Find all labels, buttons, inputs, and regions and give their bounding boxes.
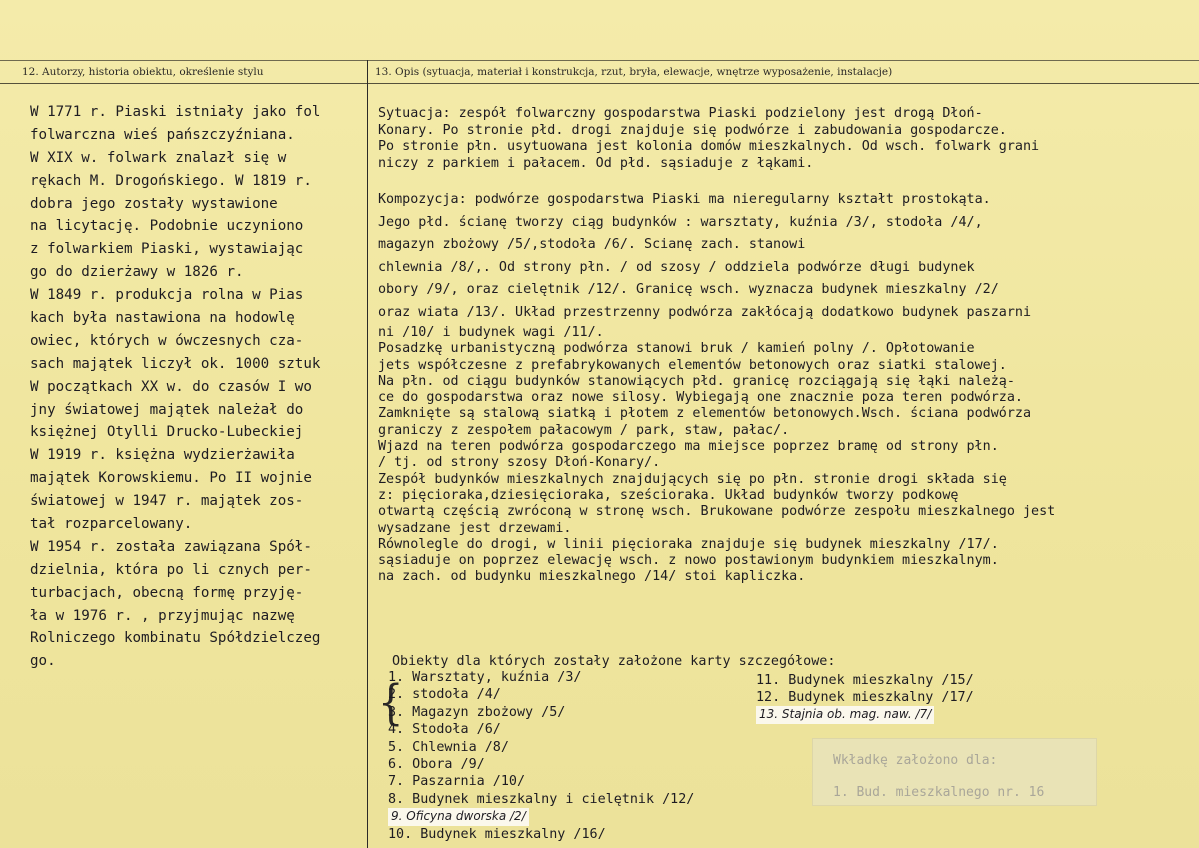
object-item: 7. Paszarnia /10/ [388, 774, 526, 790]
object-item: 5. Chlewnia /8/ [388, 739, 509, 755]
history-line: W 1919 r. księżna wydzierżawiła [30, 447, 295, 464]
history-line: turbacjach, obecną formę przyję- [30, 584, 304, 601]
history-line: owiec, których w ówczesnych cza- [30, 332, 304, 349]
objects-title: Obiekty dla których zostały założone karty szczegółowe: [392, 654, 836, 669]
description-line: graniczy z zespołem pałacowym / park, staw, pałac/. [378, 422, 790, 438]
history-line: dobra jego zostały wystawione [30, 195, 278, 212]
stamp-line-1: Wkładkę założono dla: [833, 753, 998, 768]
description-line: ni /10/ i budynek wagi /11/. [378, 325, 604, 340]
history-line: na licytację. Podobnie uczyniono [30, 218, 304, 235]
description-line: Kompozycja: podwórze gospodarstwa Piaski ma nieregularny kształt prostokąta. [378, 192, 991, 207]
object-item: 9. Oficyna dworska /2/ [388, 808, 529, 825]
top-rule [0, 60, 1199, 61]
description-line: jets współczesne z prefabrykowanych elementów betonowych oraz siatki stalowej. [378, 357, 1007, 373]
object-item: 10. Budynek mieszkalny /16/ [388, 826, 606, 842]
history-line: sach majątek liczył ok. 1000 sztuk [30, 355, 321, 372]
object-item: 4. Stodoła /6/ [388, 722, 501, 738]
description-line: Konary. Po stronie płd. drogi znajduje się podwórze i zabudowania gospodarcze. [378, 122, 1007, 138]
history-line: W początkach XX w. do czasów I wo [30, 378, 312, 395]
history-line: W 1954 r. została zawiązana Spół- [30, 538, 312, 555]
description-line: Wjazd na teren podwórza gospodarczego ma miejsce poprzez bramę od strony płn. [378, 439, 999, 455]
description-line: niczy z parkiem i pałacem. Od płd. sąsiaduje z łąkami. [378, 155, 814, 171]
object-item: 11. Budynek mieszkalny /15/ [756, 673, 974, 688]
history-line: Rolniczego kombinatu Spółdzielczeg [30, 630, 321, 647]
history-line: folwarczna wieś pańszczyźniana. [30, 126, 295, 143]
history-line: tał rozparcelowany. [30, 516, 193, 533]
description-situation [378, 106, 1190, 172]
header-rule [0, 83, 1199, 84]
description-line: obory /9/, oraz cielętnik /12/. Granicę wsch. wyznacza budynek mieszkalny /2/ [378, 282, 999, 298]
description-line: wysadzane jest drzewami. [378, 520, 572, 536]
object-item: 3. Magazyn zbożowy /5/ [388, 704, 566, 720]
history-line: majątek Korowskiemu. Po II wojnie [30, 470, 312, 487]
description-details [378, 325, 1190, 586]
description-line: magazyn zbożowy /5/,stodoła /6/. Scianę zach. stanowi [378, 237, 806, 253]
history-line: księżnej Otylli Drucko-Lubeckiej [30, 424, 304, 441]
object-item: 8. Budynek mieszkalny i cielętnik /12/ [388, 791, 695, 807]
description-line: na zach. od budynku mieszkalnego /14/ stoi kapliczka. [378, 569, 806, 585]
description-line: Zespół budynków mieszkalnych znajdujących się po płn. stronie drogi składa się [378, 471, 1007, 487]
description-line: otwartą częścią zwróconą w stronę wsch. Brukowane podwórze zespołu mieszkalnego jest [378, 504, 1056, 520]
history-line: światowej w 1947 r. majątek zos- [30, 493, 304, 510]
description-line: z: pięcioraka,dziesięcioraka, sześcioraka. Układ budynków tworzy podkowę [378, 487, 959, 503]
description-line: / tj. od strony szosy Dłoń-Konary/. [378, 455, 661, 471]
description-line: oraz wiata /13/. Układ przestrzenny podwórza zakłócają dodatkowo budynek paszarni [378, 304, 1032, 320]
history-line: go do dzierżawy w 1826 r. [30, 264, 244, 281]
history-line: W 1849 r. produkcja rolna w Pias [30, 287, 304, 304]
history-line: W XIX w. folwark znalazł się w [30, 149, 287, 166]
description-line: ce do gospodarstwa oraz nowe silosy. Wybiegają one znacznie poza teren podwórza. [378, 390, 1023, 406]
section-13-heading: 13. Opis (sytuacja, materiał i konstrukcja, rzut, bryła, elewacje, wnętrze wyposażenie, instalacje) [375, 66, 893, 78]
object-item: 6. Obora /9/ [388, 756, 485, 772]
objects-list-continued [756, 672, 974, 724]
history-line: jny światowej majątek należał do [30, 401, 304, 418]
history-text [30, 101, 370, 673]
bracket-mark: { [378, 675, 404, 731]
section-12-heading: 12. Autorzy, historia obiektu, określenie stylu [22, 66, 264, 78]
description-line: Jego płd. ścianę tworzy ciąg budynków : warsztaty, kuźnia /3/, stodoła /4/, [378, 214, 983, 230]
description-line: Równolegle do drogi, w linii pięcioraka znajduje się budynek mieszkalny /17/. [378, 536, 999, 552]
history-line: ła w 1976 r. , przyjmując nazwę [30, 607, 295, 624]
history-line: z folwarkiem Piaski, wystawiając [30, 241, 304, 258]
object-item: 2. stodoła /4/ [388, 687, 501, 703]
description-composition [378, 189, 1190, 325]
description-line: Po stronie płn. usytuowana jest kolonia domów mieszkalnych. Od wsch. folwark grani [378, 139, 1040, 155]
object-item: 1. Warsztaty, kuźnia /3/ [388, 670, 582, 685]
history-line: kach była nastawiona na hodowlę [30, 310, 295, 327]
stamp-line-2: 1. Bud. mieszkalnego nr. 16 [833, 785, 1045, 800]
description-line: chlewnia /8/,. Od strony płn. / od szosy / oddziela podwórze długi budynek [378, 259, 975, 275]
description-line: Zamknięte są stalową siatką i płotem z elementów betonowych.Wsch. ściana podwórza [378, 406, 1032, 422]
objects-list [388, 669, 694, 843]
insert-stamp [812, 738, 1097, 806]
description-line: Sytuacja: zespół folwarczny gospodarstwa Piaski podzielony jest drogą Dłoń- [378, 106, 983, 121]
description-line: Na płn. od ciągu budynków stanowiących płd. granicę rozciągają się łąki należą- [378, 373, 1015, 389]
object-item: 12. Budynek mieszkalny /17/ [756, 690, 974, 706]
history-line: W 1771 r. Piaski istniały jako fol [30, 104, 321, 120]
description-line: sąsiaduje on poprzez elewację wsch. z nowo postawionym budynkiem mieszkalnym. [378, 553, 999, 569]
history-line: rękach M. Drogońskiego. W 1819 r. [30, 172, 312, 189]
description-line: Posadzkę urbanistyczną podwórza stanowi bruk / kamień polny /. Opłotowanie [378, 341, 975, 357]
history-line: go. [30, 653, 56, 670]
history-line: dzielnia, która po li cznych per- [30, 561, 312, 578]
object-item: 13. Stajnia ob. mag. naw. /7/ [756, 706, 934, 723]
